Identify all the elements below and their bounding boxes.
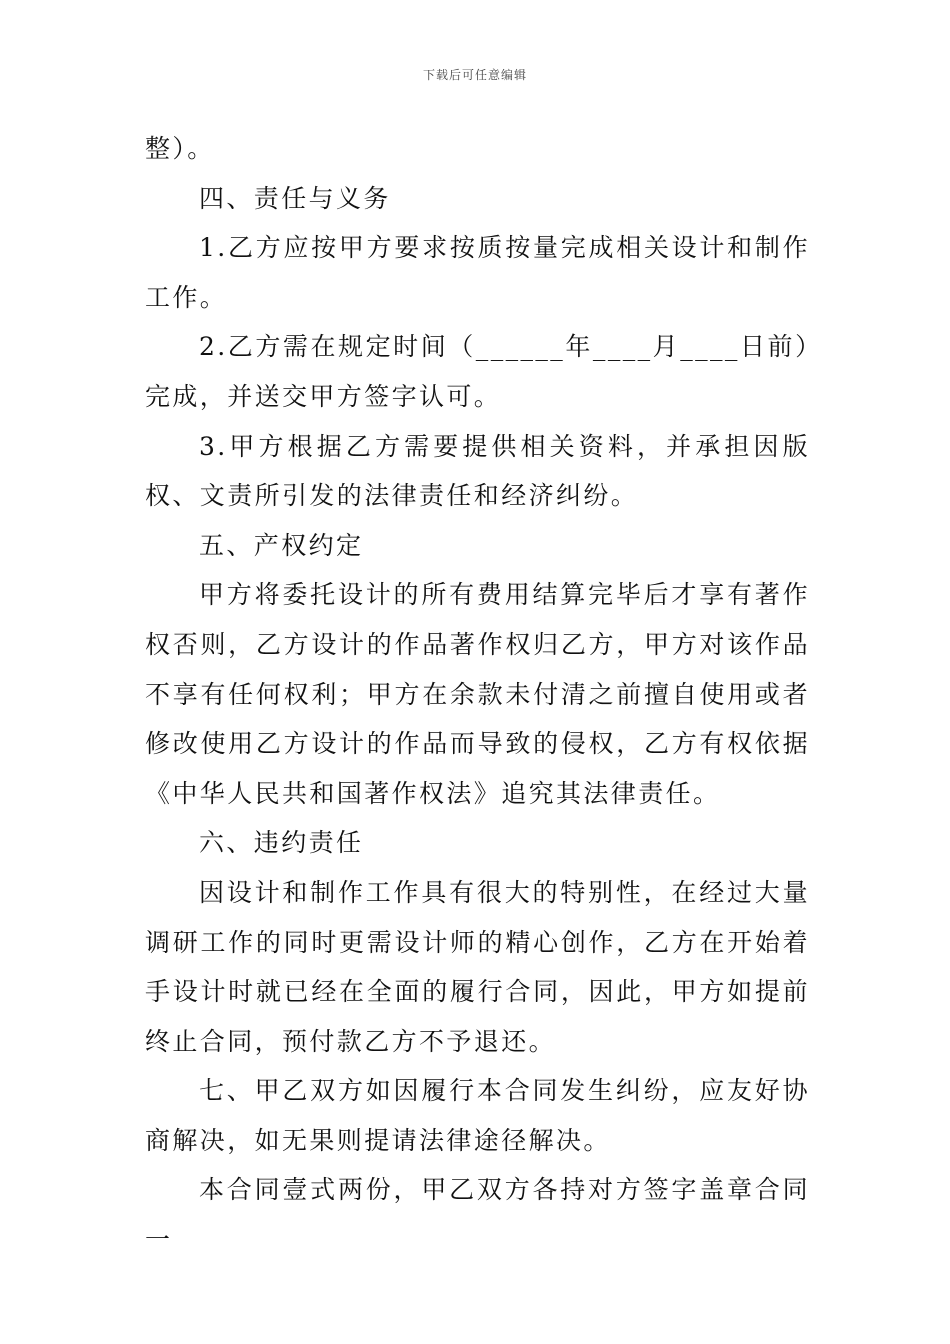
paragraph-disputes: 七、甲乙双方如因履行本合同发生纠纷，应友好协商解决，如无果则提请法律途径解决。 — [145, 1076, 810, 1155]
section-heading-responsibilities: 四、责任与义务 — [199, 183, 391, 213]
paragraph-clause-2: 2.乙方需在规定时间（______年____月____日前）完成，并送交甲方签字认可。 — [145, 332, 810, 411]
paragraph-clause-1: 1.乙方应按甲方要求按质按量完成相关设计和制作工作。 — [145, 233, 810, 312]
section-heading-breach: 六、违约责任 — [199, 828, 364, 858]
paragraph-property-rights: 甲方将委托设计的所有费用结算完毕后才享有著作权否则，乙方设计的作品著作权归乙方，甲方对该作品不享有任何权利；甲方在余款未付清之前擅自使用或者修改使用乙方设计的作品而导致的侵权，乙方有权依据《中华人民共和国著作权法》追究其法律责任。 — [145, 580, 810, 808]
paragraph-breach: 因设计和制作工作具有很大的特别性，在经过大量调研工作的同时更需设计师的精心创作，乙方在开始着手设计时就已经在全面的履行合同，因此，甲方如提前终止合同，预付款乙方不予退还。 — [145, 877, 810, 1056]
paragraph-copies: 本合同壹式两份，甲乙双方各持对方签字盖章合同一 — [145, 1175, 810, 1255]
document-body — [145, 124, 810, 1265]
paragraph-continuation: 整）。 — [145, 134, 215, 163]
section-heading-property-rights: 五、产权约定 — [199, 530, 364, 560]
paragraph-clause-3: 3.甲方根据乙方需要提供相关资料，并承担因版权、文责所引发的法律责任和经济纠纷。 — [145, 431, 810, 511]
page-header: 下载后可任意编辑 — [422, 68, 527, 82]
